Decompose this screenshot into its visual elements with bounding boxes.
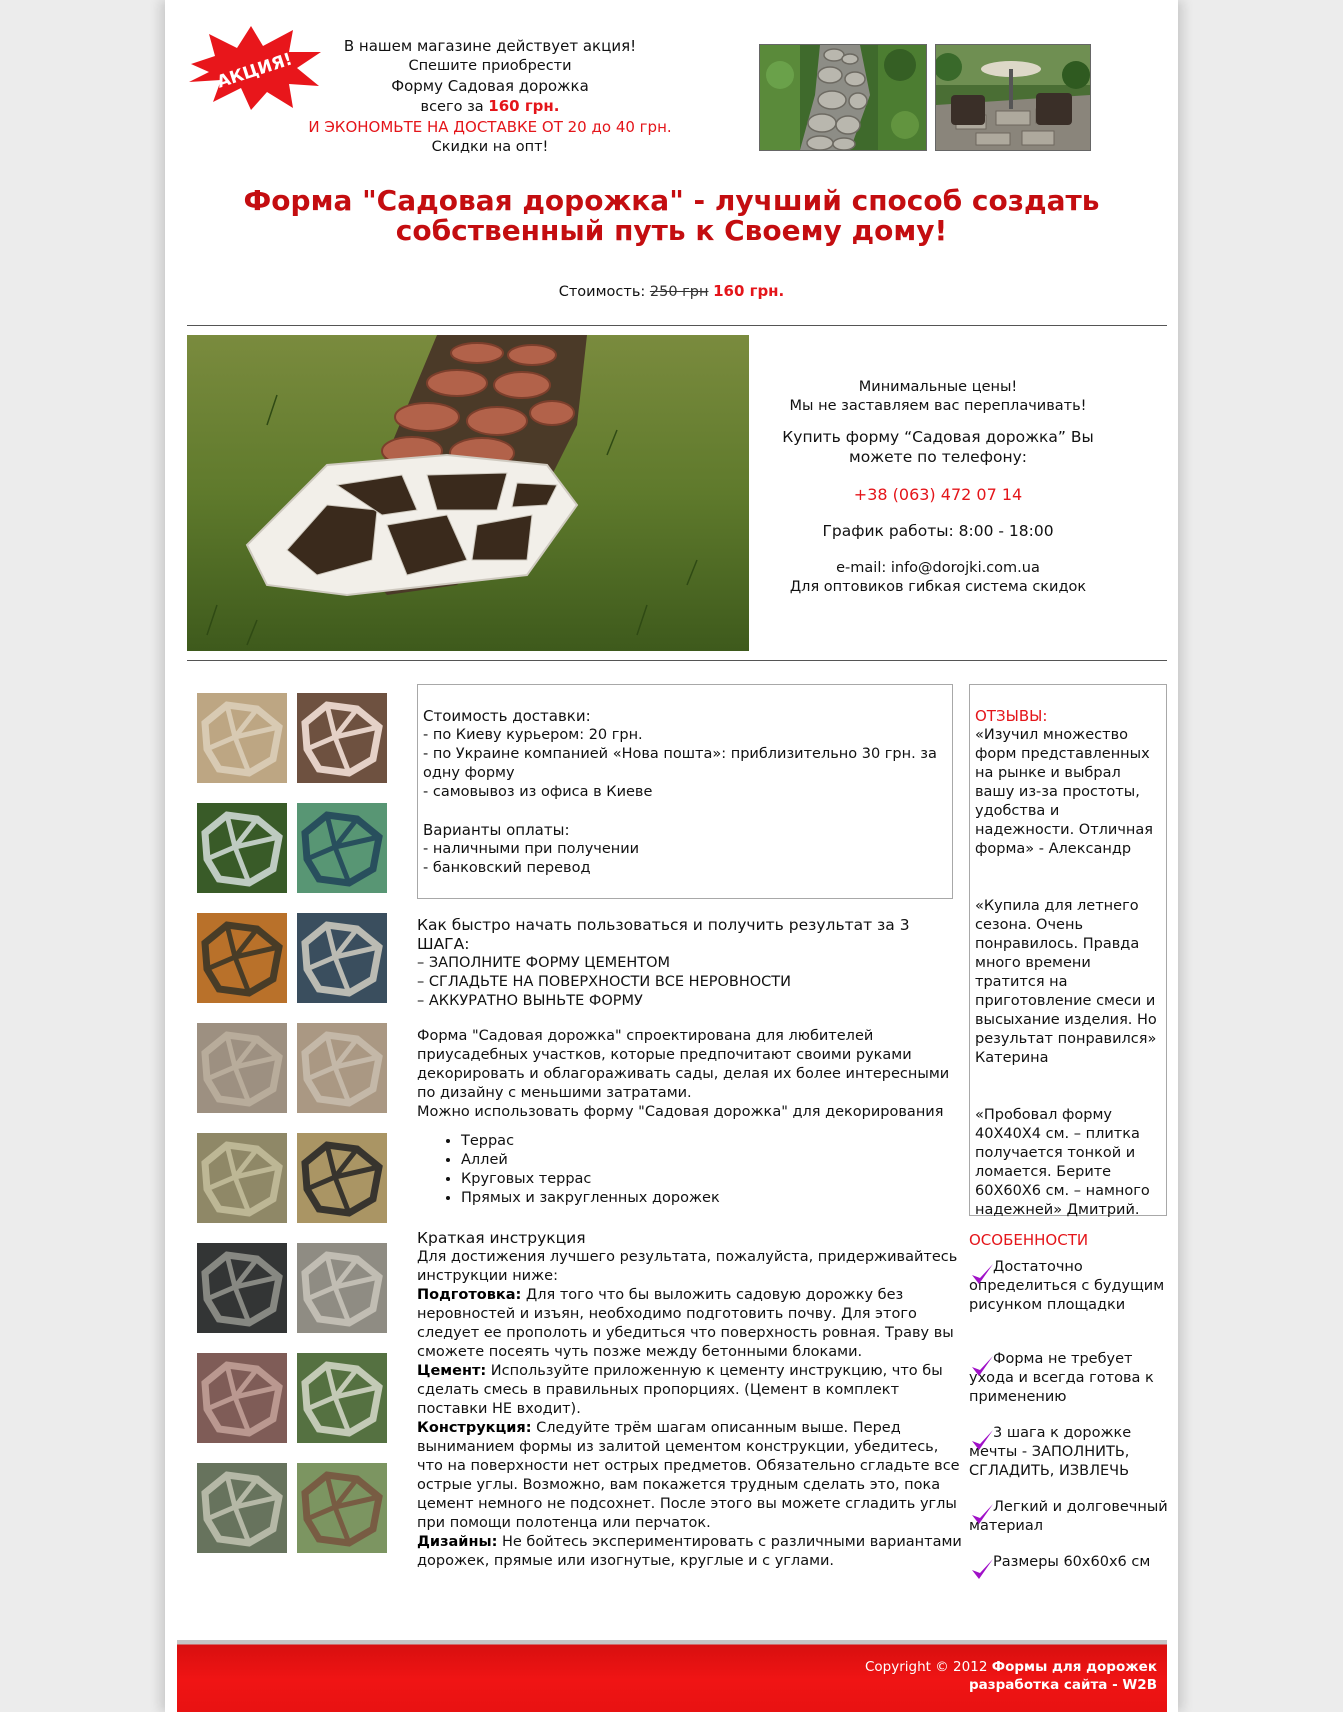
- promo-line-1: В нашем магазине действует акция!: [343, 37, 637, 55]
- reviews-title: ОТЗЫВЫ:: [975, 707, 1048, 725]
- review-item: «Изучил множество форм представленных на рынке и выбрал вашу из-за простоты, удобства и надежности. Отличная форма» - Александр: [975, 727, 1153, 857]
- contact-phone[interactable]: +38 (063) 472 07 14: [853, 485, 1023, 504]
- gallery-thumbnail[interactable]: [197, 803, 287, 893]
- description-p2: Можно использовать форму "Садовая дорожка" для декорирования: [417, 1104, 944, 1120]
- gallery-thumbnail[interactable]: [297, 1243, 387, 1333]
- gallery-thumbnail[interactable]: [297, 803, 387, 893]
- gallery-thumbnail[interactable]: [297, 1133, 387, 1223]
- promo-line-2: Спешите приобрести: [408, 58, 572, 74]
- step-item: – АККУРАТНО ВЫНЬТЕ ФОРМУ: [417, 993, 643, 1009]
- uses-item: • Прямых и закругленных дорожек: [461, 1189, 957, 1208]
- gallery-thumbnail[interactable]: [197, 1023, 287, 1113]
- contact-line-2: Мы не заставляем вас переплачивать!: [789, 398, 1087, 414]
- feature-item: [969, 1498, 1169, 1536]
- gallery-thumbnail[interactable]: [197, 1133, 287, 1223]
- uses-list: [417, 1132, 957, 1208]
- step-item: – ЗАПОЛНИТЕ ФОРМУ ЦЕМЕНТОМ: [417, 955, 671, 971]
- steps-title: Как быстро начать пользоваться и получить результат за 3 ШАГА:: [417, 916, 910, 953]
- instruction-section: Конструкция: Следуйте трём шагам описанным выше. Перед выниманием формы из залитой цементом конструкции, убедитесь, что на поверхности нет острых предметов. Обязательно сгладьте все острые углы. Возможно, вам покажется трудным сделать это, пока цемент немного не подсохнет. После этого вы можете сгладить углы при помощи полотенца или перчаток.: [417, 1420, 960, 1531]
- review-item: «Пробовал форму 40Х40Х4 см. – плитка получается тонкой и ломается. Берите 60Х60Х6 см. – намного надежней» Дмитрий.: [975, 1107, 1150, 1218]
- payment-item: - банковский перевод: [423, 860, 591, 876]
- steps-block: [417, 916, 947, 1011]
- feature-text: Легкий и долговечный материал: [969, 1499, 1168, 1534]
- delivery-title: Стоимость доставки:: [423, 707, 591, 725]
- gallery-thumbnail[interactable]: [197, 1243, 287, 1333]
- instruction-section: Подготовка: Для того что бы выложить садовую дорожку без неровностей и изъян, необходимо подготовить почву. Для этого следует ее прополоть и убедиться что поверхность ровная. Траву вы сможете посеять чуть позже между бетонными блоками.: [417, 1287, 954, 1360]
- footer-brand[interactable]: Формы для дорожек: [991, 1659, 1157, 1675]
- feature-text: Размеры 60х60х6 см: [993, 1554, 1151, 1570]
- contact-block: [758, 378, 1118, 597]
- delivery-item: - по Украине компанией «Нова пошта»: приблизительно 30 грн. за одну форму: [423, 746, 937, 781]
- reviews-box: [969, 684, 1167, 1216]
- footer-dev[interactable]: разработка сайта - W2B: [969, 1677, 1157, 1693]
- feature-text: Достаточно определиться с будущим рисунком площадки: [969, 1259, 1165, 1313]
- contact-wholesale: Для оптовиков гибкая система скидок: [789, 579, 1087, 595]
- promo-line-6: Скидки на опт!: [431, 139, 549, 155]
- contact-hours: График работы: 8:00 - 18:00: [822, 522, 1054, 540]
- checkmark-icon: [969, 1557, 995, 1583]
- uses-item: • Аллей: [461, 1151, 957, 1170]
- uses-item: • Террас: [461, 1132, 957, 1151]
- instruction-section: Цемент: Используйте приложенную к цементу инструкцию, что бы сделать смесь в правильных пропорциях. (Цемент в комплект поставки НЕ входит).: [417, 1363, 943, 1417]
- uses-item: • Круговых террас: [461, 1170, 957, 1189]
- payment-item: - наличными при получении: [423, 841, 640, 857]
- step-item: – СГЛАДЬТЕ НА ПОВЕРХНОСТИ ВСЕ НЕРОВНОСТИ: [417, 974, 791, 990]
- instruction-section: Дизайны: Не бойтесь экспериментировать с различными вариантами дорожек, прямые или изогнутые, круглые и с углами.: [417, 1534, 962, 1569]
- payment-title: Варианты оплаты:: [423, 821, 570, 839]
- description-block: [417, 1027, 957, 1208]
- footer-copyright: Copyright © 2012: [865, 1659, 988, 1675]
- checkmark-icon: [969, 1262, 995, 1288]
- promo-line-3: Форму Садовая дорожка: [391, 77, 589, 95]
- gallery-thumbnail[interactable]: [197, 1353, 287, 1443]
- instructions-block: [417, 1229, 962, 1571]
- gallery-thumbnail[interactable]: [297, 913, 387, 1003]
- page: [165, 0, 1178, 1712]
- page-headline: Форма "Садовая дорожка" - лучший способ создать собственный путь к Своему дому!: [243, 184, 1100, 247]
- description-p1: Форма "Садовая дорожка" спроектирована для любителей приусадебных участков, которые предпочитают своими руками декорировать и облагораживать сады, делая их более интересными по дизайну с меньшими затратами.: [417, 1028, 950, 1101]
- features-title: ОСОБЕННОСТИ: [969, 1231, 1089, 1249]
- promo-line-4: всего за 160 грн.: [420, 97, 560, 115]
- instructions-intro: Для достижения лучшего результата, пожалуйста, придерживайтесь инструкции ниже:: [417, 1249, 958, 1284]
- price-old: 250 грн: [649, 284, 709, 300]
- contact-line-1: Минимальные цены!: [858, 379, 1018, 395]
- delivery-box: [417, 684, 953, 899]
- feature-item: [969, 1424, 1169, 1481]
- gallery-thumbnail[interactable]: [197, 693, 287, 783]
- price-label: Стоимость:: [558, 284, 646, 300]
- checkmark-icon: [969, 1354, 995, 1380]
- checkmark-icon: [969, 1502, 995, 1528]
- top-photo-stone-path: [759, 44, 927, 151]
- promo-badge-text: АКЦИЯ!: [214, 49, 295, 93]
- gallery-thumbnail[interactable]: [197, 1463, 287, 1553]
- instructions-title: Краткая инструкция: [417, 1229, 586, 1247]
- contact-buy: Купить форму “Садовая дорожка” Вы можете по телефону:: [782, 428, 1094, 466]
- divider-middle: [187, 660, 1167, 661]
- contact-email[interactable]: e-mail: info@dorojki.com.ua: [836, 560, 1040, 576]
- delivery-item: - по Киеву курьером: 20 грн.: [423, 727, 643, 743]
- footer: [177, 1640, 1167, 1712]
- promo-block: [305, 36, 675, 157]
- feature-text: Форма не требует ухода и всегда готова к применению: [969, 1351, 1154, 1405]
- gallery-thumbnail[interactable]: [197, 913, 287, 1003]
- footer-text: [865, 1658, 1157, 1694]
- gallery-thumbnail[interactable]: [297, 1463, 387, 1553]
- review-item: «Купила для летнего сезона. Очень понравилось. Правда много времени тратится на приготовление смеси и высыхание изделия. Но результат понравился» Катерина: [975, 898, 1157, 1066]
- price-new: 160 грн.: [713, 282, 785, 300]
- delivery-item: - самовывоз из офиса в Киеве: [423, 784, 653, 800]
- feature-item: [969, 1258, 1169, 1315]
- feature-item: [969, 1553, 1169, 1572]
- promo-badge: [185, 22, 323, 112]
- divider-top: [187, 325, 1167, 326]
- checkmark-icon: [969, 1428, 995, 1454]
- main-photo-path-mold: [187, 335, 749, 651]
- gallery-thumbnail[interactable]: [297, 1353, 387, 1443]
- gallery-thumbnail[interactable]: [297, 1023, 387, 1113]
- top-photo-garden-patio: [935, 44, 1091, 151]
- promo-line-5: И ЭКОНОМЬТЕ НА ДОСТАВКЕ ОТ 20 до 40 грн.: [308, 118, 672, 136]
- gallery-thumbnail[interactable]: [297, 693, 387, 783]
- feature-text: 3 шага к дорожке мечты - ЗАПОЛНИТЬ, СГЛАДИТЬ, ИЗВЛЕЧЬ: [969, 1425, 1132, 1479]
- promo-price: 160 грн.: [488, 97, 560, 115]
- feature-item: [969, 1350, 1169, 1407]
- price-line: [165, 282, 1178, 300]
